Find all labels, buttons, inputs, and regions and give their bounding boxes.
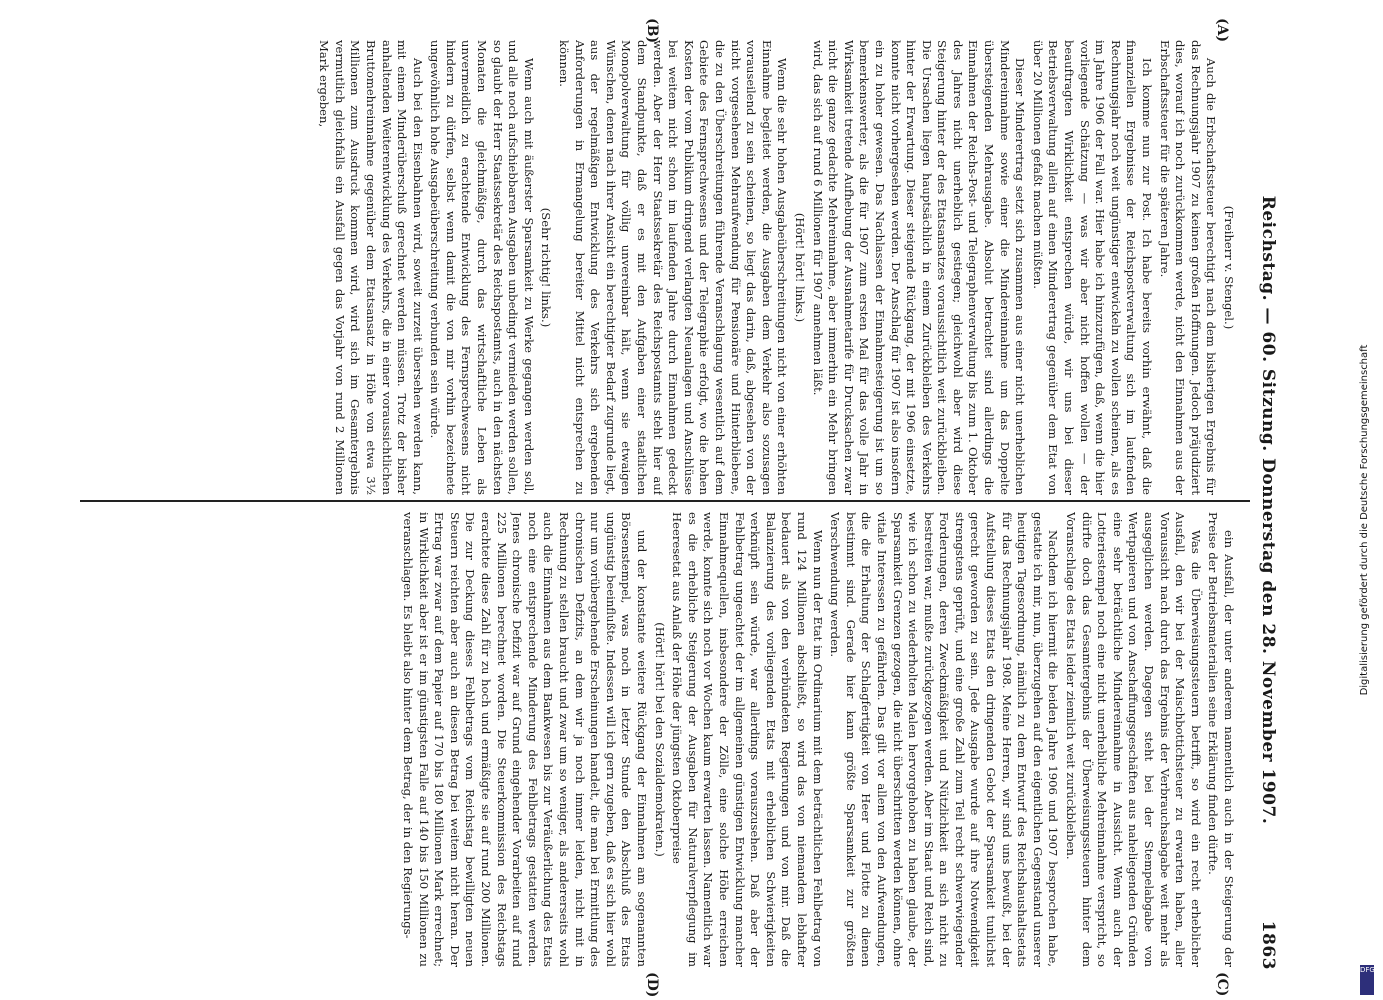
margin-mark-d: (D) (644, 972, 660, 998)
page-number: 1863 (1258, 920, 1278, 970)
margin-mark-c: (C) (1214, 972, 1230, 997)
digitization-credit (1355, 40, 1375, 1000)
paragraph: Wenn die sehr hohen Ausgabeüberschreitungen nicht von einer erhöhten Einnahme begleitet werden, die Ausgaben dem Verkehr also sozusagen vorauseilend zu sein scheinen, so liegt das darin, daß, abgesehen von der nicht vorgesehenen Mehraufwendung für Pensionäre und Hinterbliebene, die zu den Überschreitungen führende Veranschlagung wesentlich auf dem Gebiete des Fernsprechwesens und der Telegraphie erfolgt, wo die hohen Kosten der vom Publikum dringend verlangten Neuanlagen und Anschlüsse bei weitem nicht schon im laufenden Jahre durch Einnahmen gedeckt werden. Aber der Herr Staatssekretär des Reichspostamts steht hier auf dem Standpunkte, daß er es mit den Aufgaben einer staatlichen Monopolverwaltung für völlig unvereinbar hält, wenn sie etwaigen Wünschen, denen nach ihrer Ansicht ein berechtigter Bedarf zugrunde liegt, aus der regelmäßigen Entwicklung des Verkehrs sich ergebenden Anforderungen in Ermangelung bereiter Mittel nicht entsprechen zu können. (557, 40, 790, 495)
rotated-page (10, 0, 1310, 1000)
paragraph: ein Ausfall, der unter anderem namentlich auch in der Steigerung der Preise der Betriebsmaterialien seine Erklärung finden dürfte. (1206, 512, 1236, 967)
page-header (1252, 50, 1282, 970)
margin-mark-b: (B) (644, 18, 660, 44)
paragraph: Was die Überweisungssteuern betrifft, so wird ein recht erheblicher Ausfall, den wir bei der Maischbottichsteuer zu erwarten haben, aller Voraussicht nach durch das Ergebnis der Verbrauchsabgabe weit mehr als ausgeglichen werden. Dagegen steht bei der Stempelabgabe von Wertpapieren und von Anschaffungsgeschäften aus naheliegenden Gründen eine sehr beträchtliche Mindereinnahme in Aussicht. Wenn auch der Lotteriestempel noch eine nicht unerhebliche Mehreinnahme verspricht, so dürfte doch das Gesamtergebnis der Überweisungssteuern hinter dem Voranschlage des Etats leider ziemlich weit zurückbleiben. (1064, 512, 1203, 967)
dfg-logo: DFG (1360, 965, 1374, 995)
paragraph: Auch bei den Eisenbahnen wird, soweit zurzeit übersehen werden kann, mit einem Minderüberschuß gerechnet werden müssen. Trotz der bisher anhaltenden Weiterentwicklung des Verkehrs, die in einer voraussichtlichen Bruttomehreinnahme gegenüber dem Etatsansatz in Höhe von etwa 3½ Millionen zum Ausdruck kommen wird, wird sich im Gesamtergebnis vermutlich gleichfalls ein Ausfall gegen das Vorjahr von rund 2 Millionen Mark ergeben, (317, 40, 425, 495)
paragraph: Nachdem ich hiermit die beiden Jahre 1906 und 1907 besprochen habe, gestatte ich mir, nun, überzugehen auf den eigentlichen Gegenstand unserer heutigen Tagesordnung, nämlich zu dem Entwurf des Reichshaushaltsetats für das Rechnungsjahr 1908. Meine Herren, wir sind uns bewußt, bei der Aufstellung dieses Etats den dringenden Gebot der Sparsamkeit tunlichst gerecht geworden zu sein. Jede Ausgabe wurde auf ihre Notwendigkeit strengstens geprüft, und eine große Zahl zum Teil recht schwerwiegender Forderungen, deren Zweckmäßigkeit und Nützlichkeit an sich nicht zu bestreiten war, mußte zurückgezogen werden. Aber im Staat und Reich sind, wie ich schon zu wiederholten Malen hervorgehoben zu haben glaube, der Sparsamkeit Grenzen gezogen, die nicht überschritten werden können, ohne vitale Interessen zu gefährden. Das gilt vor allem von den Aufwendungen, die die Erhaltung der Schlagfertigkeit von Heer und Flotte zu dienen bestimmt sind. Gerade hier kann größte Sparsamkeit zur größten Verschwendung werden. (828, 512, 1061, 967)
left-column (86, 40, 1236, 495)
column-divider (80, 500, 1250, 502)
paragraph: Ich komme nun zur Post. Ich habe bereits vorhin erwähnt, daß die finanziellen Ergebnisse der Reichspostverwaltung sich im laufenden Rechnungsjahr noch weit ungünstiger entwickeln zu wollen scheinen, als es im Jahre 1906 der Fall war. Hier habe ich hinzuzufügen, daß, wenn die hier vorliegende Schätzung — was wir aber nicht hoffen wollen — der beauftragten Wirklichkeit entsprechen würde, wir uns bei dieser Betriebsverwaltung allein auf einen Minderertrag gegenüber dem Etat von über 20 Millionen gefaßt machen müßten. (1030, 40, 1155, 495)
paragraph: Auch die Erbschaftssteuer berechtigt nach dem bisherigen Ergebnis für das Rechnungsjahr 1907 zu keinen großen Hoffnungen. Jedoch präjudiziert dies, worauf ich noch zurückkommen werde, nicht den Einnahmen aus der Erbschaftssteuer für die späteren Jahre. (1157, 40, 1219, 495)
right-column (86, 512, 1236, 967)
interjection: (Hört! hört! links.) (792, 212, 807, 323)
paragraph: und der konstante weitere Rückgang der Einnahmen am sogenannten Börsenstempel, was noch in letzter Stunde den Abschluß des Etats ungünstig beeinflußte. Indessen will ich gern zugeben, daß es sich hier wohl nur um vorübergehende Erscheinungen handelt, die man bei Ermittlung des chronischen Defizits, an dem wir ja noch immer leiden, nicht mit in Rechnung zu stellen braucht und zwar um so weniger, als andererseits wohl auch die Einnahmen aus dem Bankwesen bis zur Veräußerlichung des Etats noch eine entsprechende Minderung des Fehlbetrags gestatten werden. Jenes chronische Defizit war auf Grund eingehender Vorarbeiten auf rund 225 Millionen berechnet worden. Die Steuerkommission des Reichstags erachtete diese Zahl für zu hoch und ermäßigte sie auf rund 200 Millionen. Die zur Deckung dieses Fehlbetrags vom Reichstag bewilligten neuen Steuern reichten aber auch an diesen Betrag bei weitem nicht heran. Der Ertrag war zwar auf dem Papier auf 170 bis 180 Millionen Mark errechnet; in Wirklichkeit aber ist er im günstigsten Falle auf 140 bis 150 Millionen zu veranschlagen. Es bleibt also hinter dem Betrag, der in den Regierungs- (401, 512, 650, 967)
interjection: (Sehr richtig! links.) (539, 207, 554, 328)
page-title: Reichstag. — 60. Sitzung. Donnerstag den 28. November 1907. (1258, 195, 1278, 825)
paragraph: Dieser Minderertrag setzt sich zusammen aus einer nicht unerheblichen Mindereinnahme sowie einer die Mindereinnahme um das Doppelte übersteigenden Mehrausgabe. Absolut betrachtet sind allerdings die Einnahmen der Reichs-Post- und Telegraphenverwaltung bis zum 1. Oktober des Jahres nicht unerheblich gestiegen; gleichwohl aber wird diese Steigerung hinter der des Etatsansatzes voraussichtlich weit zurückbleiben. Die Ursachen liegen hauptsächlich in einem Zurückbleiben des Verkehrs hinter der Erwartung. Dieser steigende Rückgang, der mit 1906 einsetzte, konnte nicht vorhergesehen werden. Der Anschlag für 1907 ist also insofern ein zu hoher gewesen. Das Nachlassen der Einnahmesteigerung ist um so bemerkenswerter, als die für 1907 zum ersten Mal für das volle Jahr in Wirksamkeit tretende Aufhebung der Ausnahmetarife für Drucksachen zwar nicht die ganze gedachte Mehreinnahme, aber immerhin ein Mehr bringen wird, das sich auf rund 6 Millionen für 1907 annehmen läßt. (810, 40, 1028, 495)
digitization-credit-text: Digitalisierung gefördert durch die Deutsche Forschungsgemeinschaft (1359, 344, 1370, 696)
speaker-name: (Freiherr v. Stengel.) (1222, 205, 1236, 330)
interjection: (Hört! hört! bei den Sozialdemokraten.) (652, 622, 667, 857)
paragraph: Wenn auch mit äußerster Sparsamkeit zu Werke gegangen werden soll, und alle noch aufschiebbaren Ausgaben unbedingt vermieden werden sollen, so glaubt der Herr Staatssekretär des Reichspostamts, auch in den nächsten Monaten die gleichmäßige, durch das wirtschaftliche Leben als unvermeidlich zu erachtende Entwicklung des Fernsprechwesens nicht hindern zu dürfen, selbst wenn damit die von mir vorhin bezeichnete ungewöhnlich hohe Ausgabeüberschreitung verbunden sein würde. (428, 40, 536, 495)
paragraph: Wenn nun der Etat im Ordinarium mit dem beträchtlichen Fehlbetrag von rund 124 Millionen abschließt, so wird das von niemandem lebhafter bedauert als von den verbündeten Regierungen und von mir. Daß die Balanzierung des vorliegenden Etats mit erheblichen Schwierigkeiten verknüpft sein würde, war allerdings vorauszusehen. Daß aber der Fehlbetrag ungeachtet der im allgemeinen günstigen Entwicklung mancher Einnahmequellen, insbesondere der Zölle, eine solche Höhe erreichen werde, konnte sich noch vor Wochen kaum erwarten lassen. Namentlich war es die erhebliche Steigerung der Ausgaben für Naturalverpflegung im Heeresetat aus Anlaß der Höhe der jüngsten Oktoberpreise (670, 512, 825, 967)
margin-mark-a: (A) (1214, 18, 1230, 43)
